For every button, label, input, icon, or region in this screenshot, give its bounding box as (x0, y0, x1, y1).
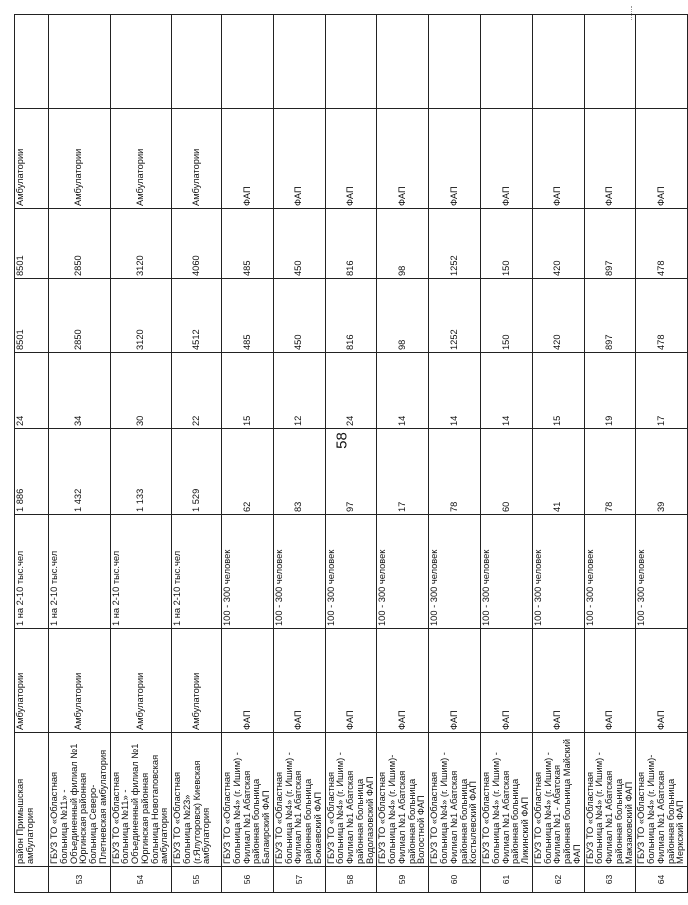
facility-type: ФАП (377, 629, 429, 733)
population: 39 (636, 429, 688, 515)
code-1: 8501 (15, 279, 49, 353)
distance: 14 (429, 353, 481, 429)
population-range: 1 на 2-10 тыс.чел (15, 515, 49, 629)
facility-type-2: Амбулатории (15, 109, 49, 209)
code-1: 816 (325, 279, 377, 353)
code-1: 1252 (429, 279, 481, 353)
table-row (49, 15, 111, 893)
facility-type: ФАП (325, 629, 377, 733)
code-2: 2850 (49, 209, 111, 279)
population: 41 (532, 429, 584, 515)
population-range: 100 - 300 человек (377, 515, 429, 629)
empty-cell (636, 15, 688, 109)
code-2: 98 (377, 209, 429, 279)
population-range: 100 - 300 человек (429, 515, 481, 629)
row-number: 60 (429, 867, 481, 893)
empty-cell (49, 15, 111, 109)
row-number: 58 (325, 867, 377, 893)
population: 1 886 (15, 429, 49, 515)
population: 1 133 (110, 429, 172, 515)
table-row (377, 15, 429, 893)
facility-name: ГБУЗ ТО «Областная больница №11» - Объединенный филиал №1 Юргинская районная больница Новотаповская амбулатория (110, 733, 172, 867)
row-number: 57 (273, 867, 325, 893)
code-2: 897 (584, 209, 636, 279)
facility-type-2: Амбулатории (110, 109, 172, 209)
code-1: 897 (584, 279, 636, 353)
code-1: 420 (532, 279, 584, 353)
population-range: 100 - 300 человек (222, 515, 274, 629)
code-1: 2850 (49, 279, 111, 353)
row-number: 59 (377, 867, 429, 893)
facility-type-2: ФАП (377, 109, 429, 209)
facility-type-2: ФАП (584, 109, 636, 209)
population-range: 100 - 300 человек (636, 515, 688, 629)
table-body (15, 15, 688, 893)
facility-name: ГБУЗ ТО «Областная больница №4» (г. Ишим) - Филиал №1 - Абатская районная больница Майский ФАП (532, 733, 584, 867)
table-row (110, 15, 172, 893)
code-1: 4512 (172, 279, 222, 353)
facility-name: ГБУЗ ТО «Областная больница №4» (г. Ишим) - Филиал №1 Абатская районная больница Бокаевский ФАП (273, 733, 325, 867)
row-number: 64 (636, 867, 688, 893)
table-row (172, 15, 222, 893)
distance: 12 (273, 353, 325, 429)
population-range: 100 - 300 человек (584, 515, 636, 629)
empty-cell (325, 15, 377, 109)
code-2: 420 (532, 209, 584, 279)
facility-type-2: ФАП (429, 109, 481, 209)
table-row (429, 15, 481, 893)
distance: 24 (325, 353, 377, 429)
facility-type: ФАП (429, 629, 481, 733)
facility-type-2: ФАП (532, 109, 584, 209)
code-2: 8501 (15, 209, 49, 279)
distance: 15 (532, 353, 584, 429)
code-1: 3120 (110, 279, 172, 353)
code-2: 1252 (429, 209, 481, 279)
empty-cell (429, 15, 481, 109)
facility-type: ФАП (636, 629, 688, 733)
empty-cell (481, 15, 533, 109)
row-number: 53 (49, 867, 111, 893)
population-range: 1 на 2-10 тыс.чел (172, 515, 222, 629)
code-1: 98 (377, 279, 429, 353)
population: 17 (377, 429, 429, 515)
code-1: 150 (481, 279, 533, 353)
facility-type: ФАП (222, 629, 274, 733)
table-row (584, 15, 636, 893)
population-range: 100 - 300 человек (481, 515, 533, 629)
empty-cell (532, 15, 584, 109)
facility-type: ФАП (532, 629, 584, 733)
rotated-table-frame (14, 15, 686, 893)
facility-type: ФАП (584, 629, 636, 733)
distance: 15 (222, 353, 274, 429)
facility-name: ГБУЗ ТО «Областная больница №4» (г. Ишим)- Филиал №1 Абатская районная больница Меркский ФАП (636, 733, 688, 867)
population: 97 (325, 429, 377, 515)
population-range: 1 на 2-10 тыс.чел (49, 515, 111, 629)
facility-type-2: ФАП (481, 109, 533, 209)
row-number: 55 (172, 867, 222, 893)
population: 1 432 (49, 429, 111, 515)
table-row (15, 15, 49, 893)
population-range: 100 - 300 человек (532, 515, 584, 629)
population-range: 100 - 300 человек (273, 515, 325, 629)
facility-type: Амбулатории (15, 629, 49, 733)
empty-cell (172, 15, 222, 109)
facility-type-2: ФАП (325, 109, 377, 209)
distance: 19 (584, 353, 636, 429)
distance: 14 (377, 353, 429, 429)
distance: 30 (110, 353, 172, 429)
code-2: 816 (325, 209, 377, 279)
code-2: 450 (273, 209, 325, 279)
empty-cell (377, 15, 429, 109)
facilities-table (14, 14, 688, 893)
empty-cell (273, 15, 325, 109)
table-row (222, 15, 274, 893)
table-row (532, 15, 584, 893)
distance: 34 (49, 353, 111, 429)
population: 78 (584, 429, 636, 515)
facility-type: ФАП (273, 629, 325, 733)
facility-type: Амбулатории (110, 629, 172, 733)
table-row (636, 15, 688, 893)
code-2: 485 (222, 209, 274, 279)
facility-type-2: Амбулатории (49, 109, 111, 209)
facility-name: ГБУЗ ТО «Областная больница №4» (г. Ишим) - Филиал №1 Абатская районная больница Костылевский ФАП (429, 733, 481, 867)
code-1: 478 (636, 279, 688, 353)
table-row (325, 15, 377, 893)
facility-type-2: ФАП (636, 109, 688, 209)
distance: 22 (172, 353, 222, 429)
code-1: 485 (222, 279, 274, 353)
facility-name: район Примышская амбулатория (15, 733, 49, 867)
facility-name: ГБУЗ ТО «Областная больница №4» (г. Ишим) - Филиал №1 Абатская районная больница Балаирский ФАП (222, 733, 274, 867)
population: 62 (222, 429, 274, 515)
code-2: 4060 (172, 209, 222, 279)
row-number: 62 (532, 867, 584, 893)
facility-type-2: ФАП (222, 109, 274, 209)
population: 83 (273, 429, 325, 515)
facility-name: ГБУЗ ТО «Областная больница №23» (г.Ялуторовск) Киевская амбулатория (172, 733, 222, 867)
facility-type-2: ФАП (273, 109, 325, 209)
facility-type: Амбулатории (49, 629, 111, 733)
facility-name: ГБУЗ ТО «Областная больница №4» (г. Ишим) - Филиал №1 Абатская районная больница Макзаковский ФАП (584, 733, 636, 867)
row-number: 56 (222, 867, 274, 893)
population-range: 100 - 300 человек (325, 515, 377, 629)
facility-type: Амбулатории (172, 629, 222, 733)
table-row (481, 15, 533, 893)
code-2: 150 (481, 209, 533, 279)
facility-name: ГБУЗ ТО «Областная больница №4» (г. Ишим) - Филиал №1 Абатская районная больница Водолазовский ФАП (325, 733, 377, 867)
distance: 14 (481, 353, 533, 429)
population: 1 529 (172, 429, 222, 515)
population: 60 (481, 429, 533, 515)
row-number: 63 (584, 867, 636, 893)
empty-cell (15, 15, 49, 109)
empty-cell (222, 15, 274, 109)
code-2: 478 (636, 209, 688, 279)
population-range: 1 на 2-10 тыс.чел (110, 515, 172, 629)
code-1: 450 (273, 279, 325, 353)
empty-cell (110, 15, 172, 109)
row-number: 61 (481, 867, 533, 893)
facility-type-2: Амбулатории (172, 109, 222, 209)
distance: 24 (15, 353, 49, 429)
facility-name: ГБУЗ ТО «Областная больница №11» - Объединенный филиал №1 Юргинская районная больница Северо-Плетневская амбулатория (49, 733, 111, 867)
facility-type: ФАП (481, 629, 533, 733)
empty-cell (584, 15, 636, 109)
facility-name: ГБУЗ ТО «Областная больница №4» (г. Ишим)- Филиал №1 Абатская районная больница Волостной ФАП (377, 733, 429, 867)
population: 78 (429, 429, 481, 515)
code-2: 3120 (110, 209, 172, 279)
table-row (273, 15, 325, 893)
row-number: 54 (110, 867, 172, 893)
facility-name: ГБУЗ ТО «Областная больница №4» (г. Ишим) - Филиал №1 Абатская районная больница Ликинский ФАП (481, 733, 533, 867)
row-number (15, 867, 49, 893)
distance: 17 (636, 353, 688, 429)
page-number: 58 (333, 432, 351, 449)
